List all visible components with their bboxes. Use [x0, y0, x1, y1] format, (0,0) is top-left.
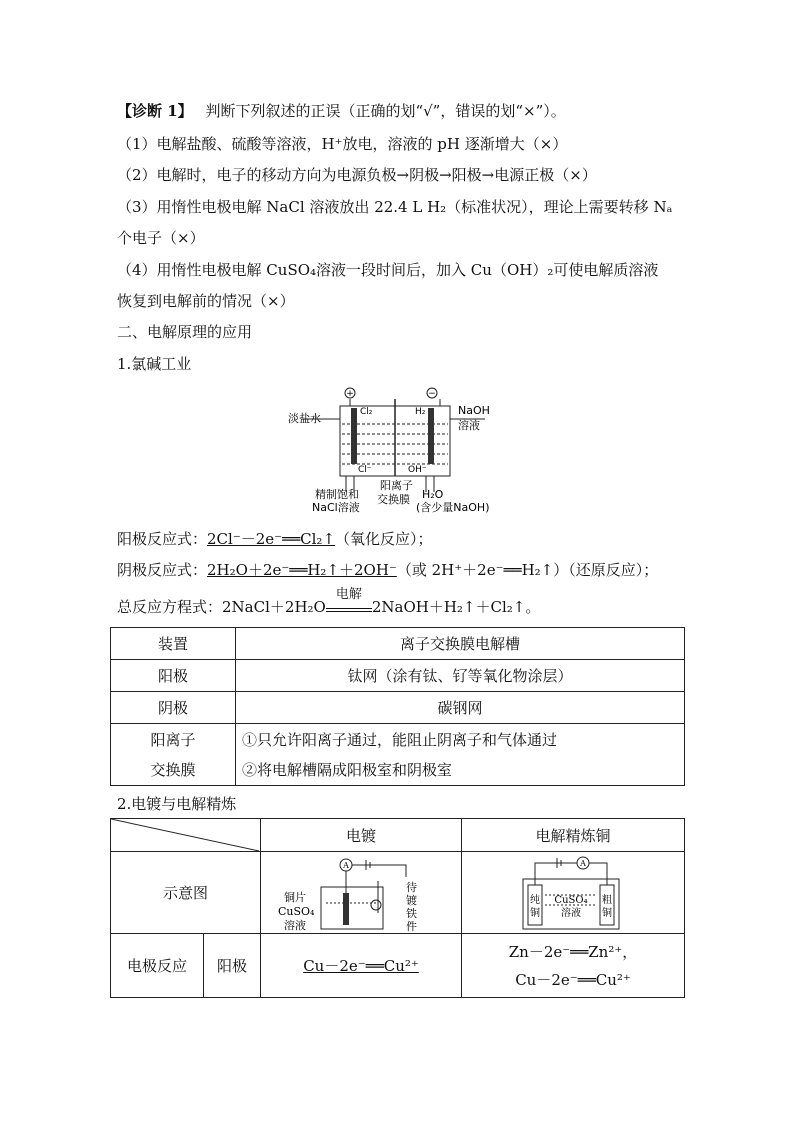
table1-anode-value: 钛网（涂有钛、钌等氧化物涂层）: [236, 660, 685, 692]
table2-refining-figure-cell: [462, 852, 685, 934]
total-reaction-label: 总反应方程式：: [117, 598, 223, 616]
label-dilute-brine: 淡盐水: [288, 412, 321, 425]
total-products: 2NaOH＋H₂↑＋Cl₂↑。: [371, 598, 541, 616]
diag-item-4-cont: 恢复到电解前的情况（×）: [117, 292, 295, 310]
subsection-chlor-alkali: 1.氯碱工业: [117, 355, 192, 373]
table2-row-reaction: 电极反应: [111, 934, 204, 998]
anode-equation: 2Cl⁻－2e⁻══Cl₂↑: [207, 530, 336, 548]
diag-item-1: （1）电解盐酸、硫酸等溶液，H⁺放电，溶液的 pH 逐渐增大（×）: [117, 135, 568, 153]
label-pure-1: 纯: [530, 894, 540, 906]
table2-anode-label: 阳极: [204, 934, 261, 998]
membrane-function-2: ②将电解槽隔成阳极室和阴极室: [242, 760, 453, 779]
table2-plating-equation-cell: [261, 934, 462, 998]
membrane-label-line2: 交换膜: [150, 760, 196, 779]
table1-cathode-label: 阴极: [111, 692, 236, 724]
label-naoh: NaOH: [458, 404, 490, 417]
total-reactants: 2NaCl＋2H₂O: [222, 598, 326, 616]
anode-reaction-label: 阳极反应式：: [117, 530, 208, 548]
ammeter-label: A: [580, 858, 586, 868]
label-exchange-membrane: 交换膜: [377, 493, 410, 506]
table1-header-device: 装置: [111, 628, 236, 660]
refining-equation-2: Cu－2e⁻══Cu²⁺: [515, 970, 631, 989]
label-contains-naoh: (含少量NaOH): [416, 501, 490, 514]
membrane-function-1: ①只允许阳离子通过，能阻止阴离子和气体通过: [242, 730, 558, 749]
diag-item-2: （2）电解时，电子的移动方向为电源负极→阴极→阳极→电源正极（×）: [117, 166, 597, 184]
table1-cathode-value: 碳钢网: [236, 692, 685, 724]
table1-membrane-value: [236, 724, 685, 786]
label-cuso4: CuSO₄: [278, 904, 315, 918]
label-crude-1: 粗: [602, 894, 612, 906]
label-h2: H₂: [415, 407, 426, 417]
cathode-equation: 2H₂O＋2e⁻══H₂↑＋2OH⁻: [207, 561, 397, 579]
label-solution: 溶液: [284, 918, 306, 932]
copper-plate: [343, 893, 349, 925]
label-solution: 溶液: [561, 907, 581, 919]
table1-membrane-label: [111, 724, 236, 786]
cathode-equation-alt: （或 2H⁺＋2e⁻══H₂↑）: [396, 561, 569, 579]
cathode-reaction-label: 阴极反应式：: [117, 561, 208, 579]
plating-beaker: [321, 887, 383, 929]
ammeter-label: A: [343, 860, 349, 870]
table1-anode-label: 阳极: [111, 660, 236, 692]
section-title: 二、电解原理的应用: [117, 323, 253, 341]
label-water: H₂O: [422, 488, 444, 501]
table2-plating-figure-cell: [261, 852, 462, 934]
label-iron-2: 镀: [406, 893, 417, 907]
table2-row-diagram: 示意图: [111, 852, 261, 934]
iron-workpiece-icon: [371, 900, 381, 910]
table2-corner-cell: [111, 819, 261, 852]
subsection-plating: 2.电镀与电解精炼: [117, 795, 237, 813]
label-cl-ion: Cl⁻: [358, 465, 372, 475]
electrolysis-condition: 电解: [335, 587, 362, 602]
table2-header-plating: 电镀: [261, 819, 462, 852]
label-iron-1: 待: [406, 880, 417, 894]
refining-equation-1: Zn－2e⁻══Zn²⁺，: [508, 942, 638, 961]
label-nacl-solution: NaCl溶液: [312, 501, 360, 514]
label-pure-2: 铜: [530, 907, 540, 919]
plating-refining-table: [110, 818, 685, 998]
total-reaction-line: [117, 587, 541, 617]
label-cl2: Cl₂: [360, 407, 373, 417]
diag-heading: [117, 101, 566, 121]
label-cuso4: CuSO₄: [554, 894, 588, 906]
label-solution: 溶液: [458, 419, 480, 432]
label-saturated-nacl: 精制饱和: [315, 488, 359, 501]
chlor-alkali-diagram: [280, 384, 520, 514]
table2-refining-equation-cell: [462, 934, 685, 998]
label-iron-4: 件: [406, 919, 417, 933]
plus-sign: +: [346, 389, 354, 399]
diagonal-line: [111, 819, 259, 851]
label-cation: 阳离子: [380, 479, 413, 492]
diag-item-4: （4）用惰性电极电解 CuSO₄溶液一段时间后，加入 Cu（OH）₂可使电解质溶液: [117, 261, 659, 279]
plating-anode-equation: Cu－2e⁻══Cu²⁺: [303, 957, 419, 975]
diag-item-3-cont: 个电子（×）: [117, 229, 205, 247]
anode-rod: [351, 408, 357, 464]
ion-exchange-table: [110, 627, 685, 786]
anode-reaction-type: （氧化反应）；: [335, 530, 433, 548]
diag-item-3: （3）用惰性电极电解 NaCl 溶液放出 22.4 L H₂（标准状况），理论上需要转移 Nₐ: [117, 198, 673, 216]
reaction-arrow: [326, 608, 372, 612]
label-oh-ion: OH⁻: [408, 465, 427, 475]
label-iron-3: 铁: [406, 906, 417, 920]
table1-header-cell: 离子交换膜电解槽: [236, 628, 685, 660]
table2-header-refining: 电解精炼铜: [462, 819, 685, 852]
cathode-reaction-type: （还原反应）；: [568, 561, 659, 579]
diag-instruction: 判断下列叙述的正误（正确的划“√”，错误的划“×”）。: [205, 102, 566, 120]
cathode-reaction-line: [117, 560, 658, 580]
label-copper-plate: 铜片: [284, 890, 306, 904]
refining-diagram: [473, 853, 673, 933]
membrane-label-line1: 阳离子: [150, 730, 196, 749]
label-crude-2: 铜: [602, 907, 612, 919]
anode-reaction-line: [117, 529, 433, 549]
diag-label: 【诊断 1】: [117, 102, 193, 120]
cathode-rod: [428, 408, 434, 464]
plating-diagram: [266, 853, 456, 933]
minus-sign: −: [428, 389, 436, 399]
